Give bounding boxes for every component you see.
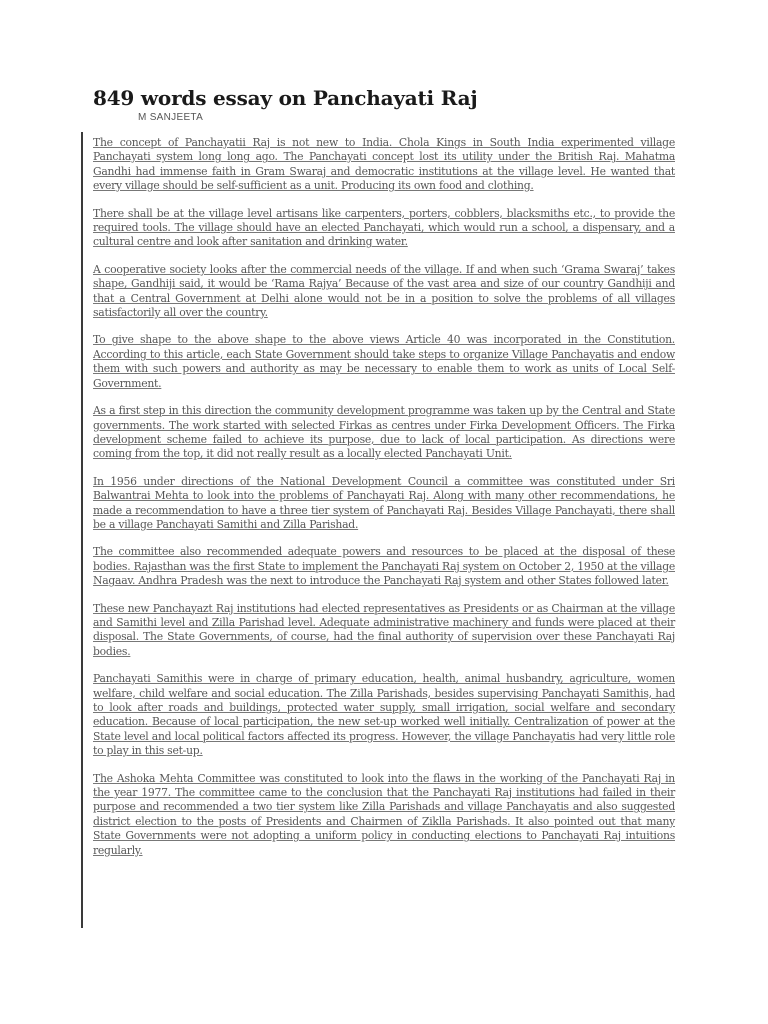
left-margin-rule	[81, 132, 83, 928]
paragraph-6: In 1956 under directions of the National Development Council a committee was constituted under Sri Balwantrai Mehta to look into the problems of Panchayati Raj. Along with many other recommendations, he made a recommendation to have a three tier system of Panchayati Raj. Besides Village Panchayati, there shall be a village Panchayati Samithi and Zilla Parishad.	[93, 474, 675, 531]
author-name: M SANJEETA	[138, 112, 204, 123]
paragraph-10: The Ashoka Mehta Committee was constituted to look into the flaws in the working of the Panchayati Raj in the year 1977. The committee came to the conclusion that the Panchayati Raj institutions had failed in their purpose and recommended a two tier system like Zilla Parishads and village Panchayatis and also suggested district election to the posts of Presidents and Chairmen of Ziklla Parishads. It also pointed out that many State Governments were not adopting a uniform policy in conducting elections to Panchayati Raj intuitions regularly.	[93, 771, 675, 857]
paragraph-8: These new Panchayazt Raj institutions had elected representatives as Presidents or as Chairman at the village and Samithi level and Zilla Parishad level. Adequate administrative machinery and funds were placed at their disposal. The State Governments, of course, had the final authority of supervision over these Panchayati Raj bodies.	[93, 601, 675, 658]
paragraph-3: A cooperative society looks after the commercial needs of the village. If and when such ‘Grama Swaraj’ takes shape, Gandhiji said, it would be ‘Rama Rajya’ Because of the vast area and size of our country Gandhiji and that a Central Government at Delhi alone would not be in a position to solve the problems of all villages satisfactorily all over the country.	[93, 262, 675, 320]
paragraph-7: The committee also recommended adequate powers and resources to be placed at the disposal of these bodies. Rajasthan was the first State to implement the Panchayati Raj system on October 2, 1950 at the village Nagaav. Andhra Pradesh was the next to introduce the Panchayati Raj system and other States followed later.	[93, 545, 675, 588]
paragraph-4: To give shape to the above shape to the above views Article 40 was incorporated in the Constitution. According to this article, each State Government should take steps to organize Village Panchayatis and endow them with such powers and authority as may be necessary to enable them to work as units of Local Self-Government.	[93, 333, 675, 390]
page-title: 849 words essay on Panchayati Raj	[93, 86, 478, 110]
paragraph-5: As a first step in this direction the community development programme was taken up by the Central and State governments. The work started with selected Firkas as centres under Firka Development Officers. The Firka development scheme failed to achieve its purpose, due to lack of local participation. As directions were coming from the top, it did not really result as a locally elected Panchayati Unit.	[93, 404, 675, 461]
paragraph-1: The concept of Panchayatii Raj is not new to India. Chola Kings in South India experimented village Panchayati system long long ago. The Panchayati concept lost its utility under the British Raj. Mahatma Gandhi had immense faith in Gram Swaraj and democratic institutions at the village level. He wanted that every village should be self-sufficient as a unit. Producing its own food and clothing.	[93, 136, 675, 193]
essay-body	[93, 136, 675, 871]
paragraph-9: Panchayati Samithis were in charge of primary education, health, animal husbandry, agriculture, women welfare, child welfare and social education. The Zilla Parishads, besides supervising Panchayati Samithis, had to look after roads and buildings, protected water supply, small irrigation, social welfare and secondary education. Because of local participation, the new set-up worked well initially. Centralization of power at the State level and local political factors affected its progress. However, the village Panchayatis had very little role to play in this set-up.	[93, 672, 675, 758]
paragraph-2: There shall be at the village level artisans like carpenters, porters, cobblers, blacksmiths etc., to provide the required tools. The village should have an elected Panchayati, which would run a school, a dispensary, and a cultural centre and look after sanitation and drinking water.	[93, 206, 675, 249]
